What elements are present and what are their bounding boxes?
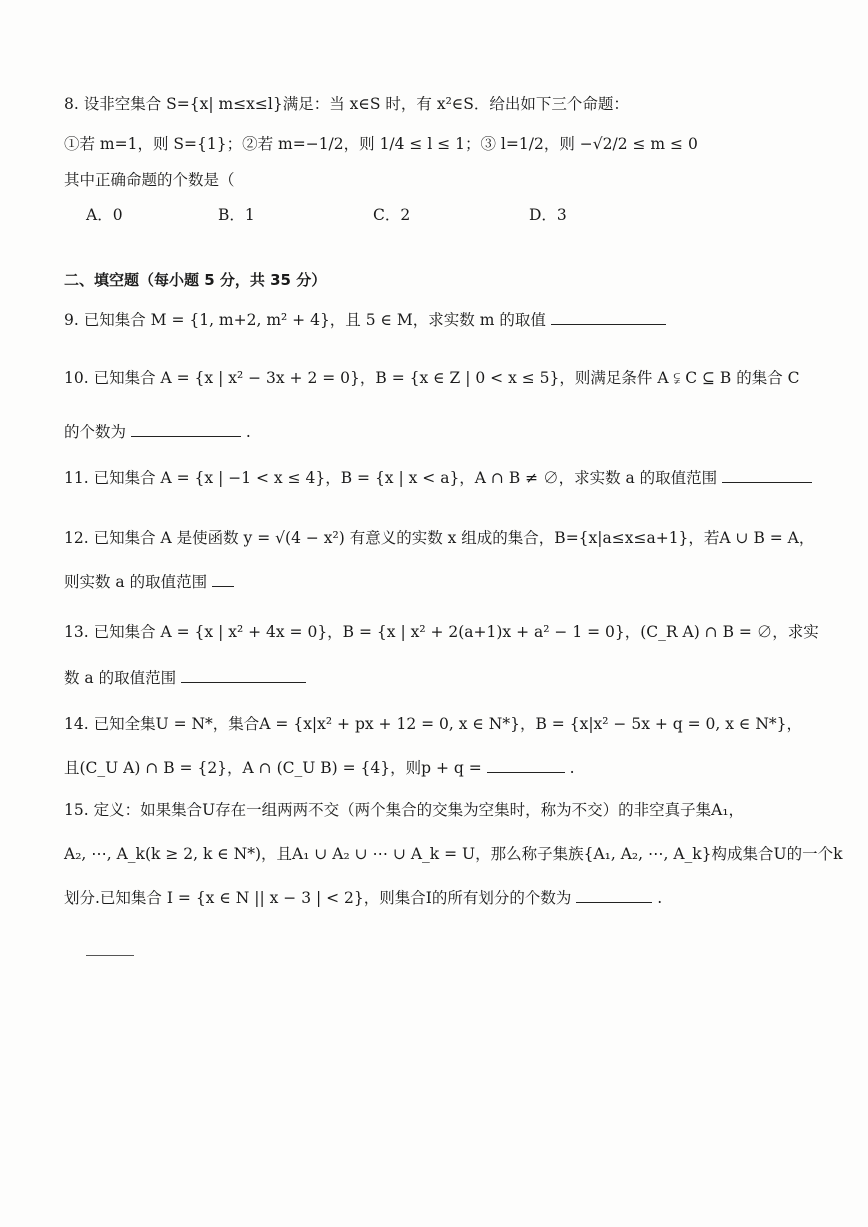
q9-answer-blank[interactable] (551, 308, 666, 325)
q13-line1: 13. 已知集合 A = {x | x² + 4x = 0}，B = {x | x² + 2(a+1)x + a² − 1 = 0}，(C_R A) ∩ B = ∅，求实 (64, 623, 819, 641)
q15-answer-blank[interactable] (576, 886, 652, 903)
q15-line2: A₂, ⋯, A_k(k ≥ 2, k ∈ N*)，且A₁ ∪ A₂ ∪ ⋯ ∪ A_k = U，那么称子集族{A₁, A₂, ⋯, A_k}构成集合U的一个k (64, 845, 843, 863)
q11-line (64, 466, 828, 490)
q10-answer-blank[interactable] (131, 420, 241, 437)
q12-text: 则实数 a 的取值范围 (64, 573, 208, 591)
q8-propositions: ①若 m=1，则 S={1}；②若 m=−1/2，则 1/4 ≤ l ≤ 1；③ l=1/2，则 −√2/2 ≤ m ≤ 0 (64, 135, 698, 153)
q9-line (64, 308, 828, 332)
q15-line1: 15. 定义：如果集合U存在一组两两不交（两个集合的交集为空集时，称为不交）的非空真子集A₁， (64, 801, 745, 819)
section-title-fill-in: 二、填空题（每小题 5 分，共 35 分） (64, 271, 327, 289)
q15-text: 划分.已知集合 I = {x ∈ N || x − 3 | < 2}，则集合I的所有划分的个数为 (64, 889, 572, 907)
q8-option-b: B．1 (218, 206, 255, 224)
q11-text: 11. 已知集合 A = {x | −1 < x ≤ 4}，B = {x | x < a}，A ∩ B ≠ ∅，求实数 a 的取值范围 (64, 469, 718, 487)
q9-text: 9. 已知集合 M = {1, m+2, m² + 4}，且 5 ∈ M，求实数 m 的取值 (64, 311, 546, 329)
q13-text: 数 a 的取值范围 (64, 669, 177, 687)
q12-answer-blank[interactable] (212, 570, 234, 587)
q8-stem: 8. 设非空集合 S={x| m≤x≤l}满足：当 x∈S 时，有 x²∈S．给出如下三个命题： (64, 95, 629, 113)
q11-answer-blank[interactable] (722, 466, 812, 483)
page-dash-mark (86, 955, 134, 956)
q15-period: . (657, 889, 663, 907)
q14-text: 且(C_U A) ∩ B = {2}，A ∩ (C_U B) = {4}，则p + q = (64, 759, 482, 777)
q10-period: . (245, 423, 251, 441)
q14-line2 (64, 756, 828, 780)
q8-ask: 其中正确命题的个数是（ (64, 171, 235, 189)
q10-line1: 10. 已知集合 A = {x | x² − 3x + 2 = 0}，B = {x ∈ Z | 0 < x ≤ 5}，则满足条件 A ⫋ C ⊆ B 的集合 C (64, 369, 800, 387)
q8-option-a: A．0 (86, 206, 123, 224)
q15-line3 (64, 886, 828, 910)
q10-text: 的个数为 (64, 423, 127, 441)
q8-option-d: D．3 (529, 206, 567, 224)
q8-option-c: C．2 (373, 206, 411, 224)
q14-period: . (569, 759, 575, 777)
q14-line1: 14. 已知全集U = N*，集合A = {x|x² + px + 12 = 0, x ∈ N*}，B = {x|x² − 5x + q = 0, x ∈ N*}， (64, 715, 802, 733)
q14-answer-blank[interactable] (487, 756, 565, 773)
q13-answer-blank[interactable] (181, 666, 306, 683)
q10-line2 (64, 420, 828, 444)
q12-line2 (64, 570, 828, 594)
q13-line2 (64, 666, 828, 690)
q12-line1: 12. 已知集合 A 是使函数 y = √(4 − x²) 有意义的实数 x 组成的集合，B={x|a≤x≤a+1}，若A ∪ B = A， (64, 529, 815, 547)
